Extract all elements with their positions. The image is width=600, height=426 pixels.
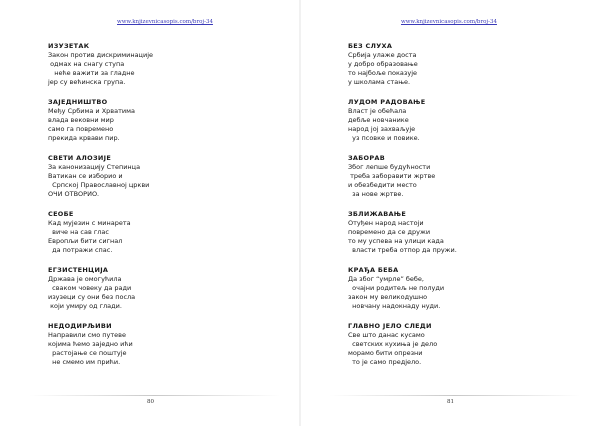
poem-line: светских кухиња је дело: [348, 340, 438, 348]
poem-title: БЕЗ СЛУХА: [348, 42, 393, 50]
poem-line: у школама стање.: [348, 78, 411, 86]
poem-line: новчану надокнаду нуди.: [348, 302, 441, 310]
poem-block: [48, 98, 153, 143]
poem-line: морамо бити опрезни: [348, 349, 423, 357]
poem-line: то му успева на улици када: [348, 237, 444, 245]
poem-line: народ јој захваљује: [348, 125, 416, 133]
poem-line: Отуђен народ настоји: [348, 219, 424, 227]
poem-line: и обезбедити место: [348, 181, 417, 189]
poem-title: ЕГЗИСТЕНЦИЈА: [48, 266, 109, 274]
poem-line: Направили смо путеве: [48, 331, 126, 339]
poem-block: [48, 154, 153, 199]
poem-line: закон му великодушно: [348, 293, 428, 301]
poem-line: за нове жртве.: [348, 190, 404, 198]
poem-block: [348, 266, 457, 311]
poem-title: ГЛАВНО ЈЕЛО СЛЕДИ: [348, 322, 432, 330]
poem-line: Кад мујезин с минарета: [48, 219, 131, 227]
poem-line: Србија улаже доста: [348, 51, 417, 59]
poem-line: виче на сав глас: [48, 228, 109, 236]
header-url-link[interactable]: www.knjizevnicasopis.com/broj-34: [401, 19, 497, 25]
poem-line: то је само предјело.: [348, 358, 422, 366]
poem-block: [348, 98, 457, 143]
poem-column: [348, 42, 457, 378]
poem-title: ЗБЛИЖАВАЊЕ: [348, 210, 407, 218]
poem-line: Српској Православној цркви: [48, 181, 150, 189]
poem-block: [48, 322, 153, 367]
poem-line: да потражи спас.: [48, 246, 113, 254]
poem-line: неће важити за гладне: [48, 69, 135, 77]
poem-line: За канонизацију Степинца: [48, 163, 141, 171]
poem-line: очајни родитељ не полуди: [348, 284, 445, 292]
poem-block: [348, 210, 457, 255]
poem-title: ЛУДОМ РАДОВАЊЕ: [348, 98, 426, 106]
poem-line: треба заборавити жртве: [348, 172, 436, 180]
poem-title: СВЕТИ АЛОЗИЈЕ: [48, 154, 112, 162]
poem-title: КРАЂА БЕБА: [348, 266, 399, 274]
poem-line: ОЧИ ОТВОРИО.: [48, 190, 100, 198]
poem-line: прекида крвави пир.: [48, 134, 120, 142]
poem-line: у добро образовање: [348, 60, 418, 68]
poem-line: растојање се поштује: [48, 349, 127, 357]
poem-line: Све што данас кусамо: [348, 331, 425, 339]
poem-line: јер су већинска група.: [48, 78, 126, 86]
poem-line: Да због “умрле” бебе,: [348, 275, 424, 283]
page-number: 81: [447, 399, 454, 405]
poem-title: ЗАЈЕДНИШТВО: [48, 98, 108, 106]
poem-line: само га повремено: [48, 125, 114, 133]
poem-title: НЕДОДИРЉИВИ: [48, 322, 112, 330]
footer-divider: [30, 395, 280, 396]
poem-title: ЗАБОРАВ: [348, 154, 385, 162]
poem-line: уз псовке и повике.: [348, 134, 420, 142]
poem-line: Међу Србима и Хрватима: [48, 107, 136, 115]
poem-block: [48, 210, 153, 255]
poem-block: [348, 322, 457, 367]
poem-line: који умиру од глади.: [48, 302, 122, 310]
poem-block: [348, 154, 457, 199]
poem-line: Због лепше будућности: [348, 163, 431, 171]
poem-line: којима ћемо заједно ићи: [48, 340, 133, 348]
poem-block: [48, 42, 153, 87]
poem-line: Ватикан се изборио и: [48, 172, 123, 180]
poem-block: [48, 266, 153, 311]
poem-line: дебље новчанике: [348, 116, 409, 124]
poem-line: Власт је обећала: [348, 107, 407, 115]
poem-line: влада вековни мир: [48, 116, 114, 124]
poem-line: Закон против дискриминације: [48, 51, 154, 59]
poem-line: Европљи бити сигнал: [48, 237, 123, 245]
poem-line: власти треба отпор да пружи.: [348, 246, 457, 254]
poem-column: [48, 42, 153, 378]
header-url-link[interactable]: www.knjizevnicasopis.com/broj-34: [117, 19, 213, 25]
poem-line: то најбоље показује: [348, 69, 418, 77]
poem-title: СЕОБЕ: [48, 210, 74, 218]
poem-line: не смемо им прићи.: [48, 358, 121, 366]
poem-line: изузеци су они без посла: [48, 293, 136, 301]
poem-title: ИЗУЗЕТАК: [48, 42, 90, 50]
page-number: 80: [147, 399, 154, 405]
poem-line: Држава је омогућила: [48, 275, 122, 283]
poem-block: [348, 42, 457, 87]
right-page: [300, 0, 600, 426]
footer-divider: [330, 395, 580, 396]
poem-line: одмах на снагу ступа: [48, 60, 125, 68]
poem-line: повремено да се дружи: [348, 228, 431, 236]
poem-line: сваком човеку да ради: [48, 284, 132, 292]
